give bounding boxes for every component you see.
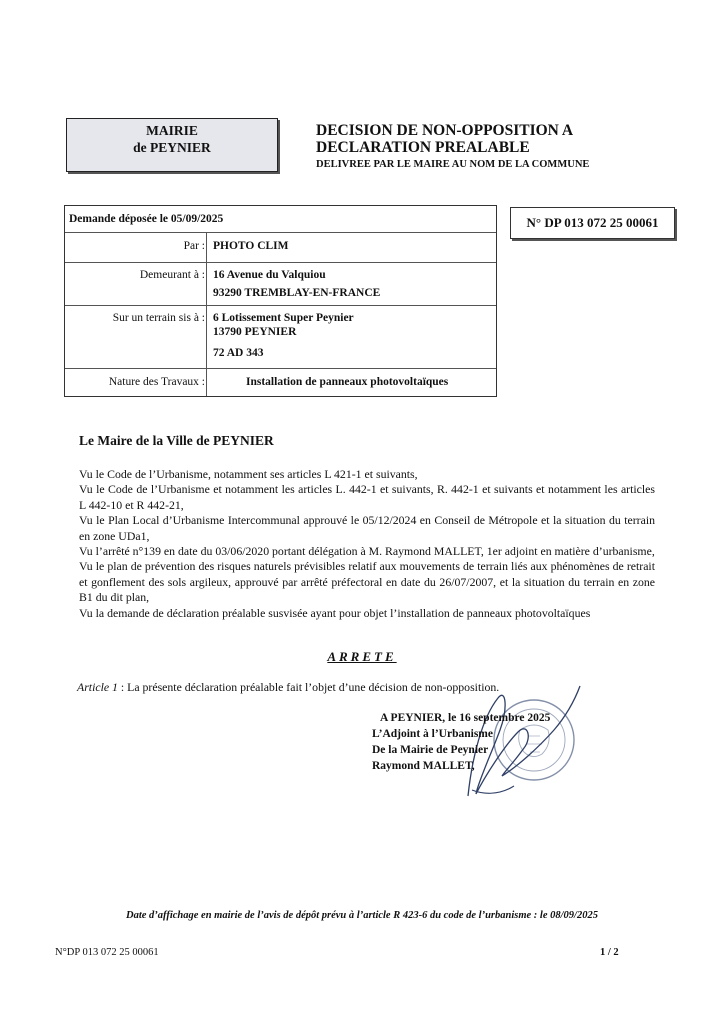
title-line1: DECISION DE NON-OPPOSITION A: [316, 122, 574, 139]
article-text: : La présente déclaration préalable fait l’objet d’une décision de non-opposition.: [117, 680, 500, 694]
demeurant-line2: 93290 TREMBLAY-EN-FRANCE: [213, 287, 381, 299]
nature-label: Nature des Travaux :: [108, 376, 205, 388]
page-number: 1 / 2: [600, 947, 619, 958]
demeurant-label: Demeurant à :: [139, 269, 205, 281]
vu-item: Vu l’arrêté n°139 en date du 03/06/2020 portant délégation à M. Raymond MALLET, 1er adjoint en matière d’urbanisme,: [79, 544, 655, 559]
terrain-parcel: 72 AD 343: [213, 347, 264, 359]
arrete-heading: ARRETE: [327, 649, 397, 664]
table-row-terrain: [65, 305, 496, 369]
signature-title: L’Adjoint à l’Urbanisme: [372, 728, 493, 740]
demande-deposee: Demande déposée le 05/09/2025: [69, 213, 224, 225]
signature-mairie: De la Mairie de Peynier: [372, 744, 489, 756]
table-row-par: [65, 232, 496, 263]
par-value: PHOTO CLIM: [213, 240, 289, 252]
affichage-note: Date d’affichage en mairie de l’avis de dépôt prévu à l’article R 423-6 du code de l’urbanisme : le 08/09/2025: [126, 910, 598, 921]
par-label: Par :: [183, 240, 205, 252]
demande-table: [64, 205, 497, 397]
demeurant-line1: 16 Avenue du Valquiou: [213, 269, 326, 281]
table-row-nature: [65, 368, 496, 398]
vu-block: [79, 467, 655, 621]
nature-value: Installation de panneaux photovoltaïques: [246, 376, 449, 388]
terrain-label: Sur un terrain sis à :: [112, 312, 205, 324]
decision-title: [316, 122, 676, 156]
dp-number-box: N° DP 013 072 25 00061: [510, 207, 675, 239]
article-1: [77, 680, 499, 695]
decision-subtitle: DELIVREE PAR LE MAIRE AU NOM DE LA COMMUNE: [316, 159, 590, 170]
table-row-demeurant: [65, 262, 496, 306]
terrain-line1: 6 Lotissement Super Peynier: [213, 312, 354, 324]
article-label: Article 1: [77, 680, 118, 694]
vu-item: Vu le Plan Local d’Urbanisme Intercommunal approuvé le 05/12/2024 en Conseil de Métropole et la situation du terrain en zone UDa1,: [79, 513, 655, 543]
mairie-box: [66, 118, 278, 172]
title-line2: DECLARATION PREALABLE: [316, 139, 530, 156]
mairie-line2: de PEYNIER: [133, 140, 211, 155]
mairie-line1: MAIRIE: [146, 123, 198, 138]
maire-heading: Le Maire de la Ville de PEYNIER: [79, 433, 274, 448]
signature-name: Raymond MALLET,: [372, 760, 475, 772]
vu-item: Vu le plan de prévention des risques naturels prévisibles relatif aux mouvements de terrain liés aux phénomènes de retrait et gonflement des sols argileux, approuvé par arrêté préfectoral en date du 26/07/2007, et la situation du terrain en zone B1 du dit plan,: [79, 559, 655, 605]
terrain-line2: 13790 PEYNIER: [213, 326, 297, 338]
signature-date: A PEYNIER, le 16 septembre 2025: [380, 712, 551, 724]
footer-reference: N°DP 013 072 25 00061: [55, 947, 159, 958]
signature-block: [372, 710, 550, 774]
vu-item: Vu la demande de déclaration préalable susvisée ayant pour objet l’installation de panneaux photovoltaïques: [79, 605, 591, 620]
vu-item: Vu le Code de l’Urbanisme et notamment les articles L. 442-1 et suivants, R. 442-1 et suivants et notamment les articles L 442-10 et R 442-21,: [79, 482, 655, 512]
vu-item: Vu le Code de l’Urbanisme, notamment ses articles L 421-1 et suivants,: [79, 467, 418, 481]
